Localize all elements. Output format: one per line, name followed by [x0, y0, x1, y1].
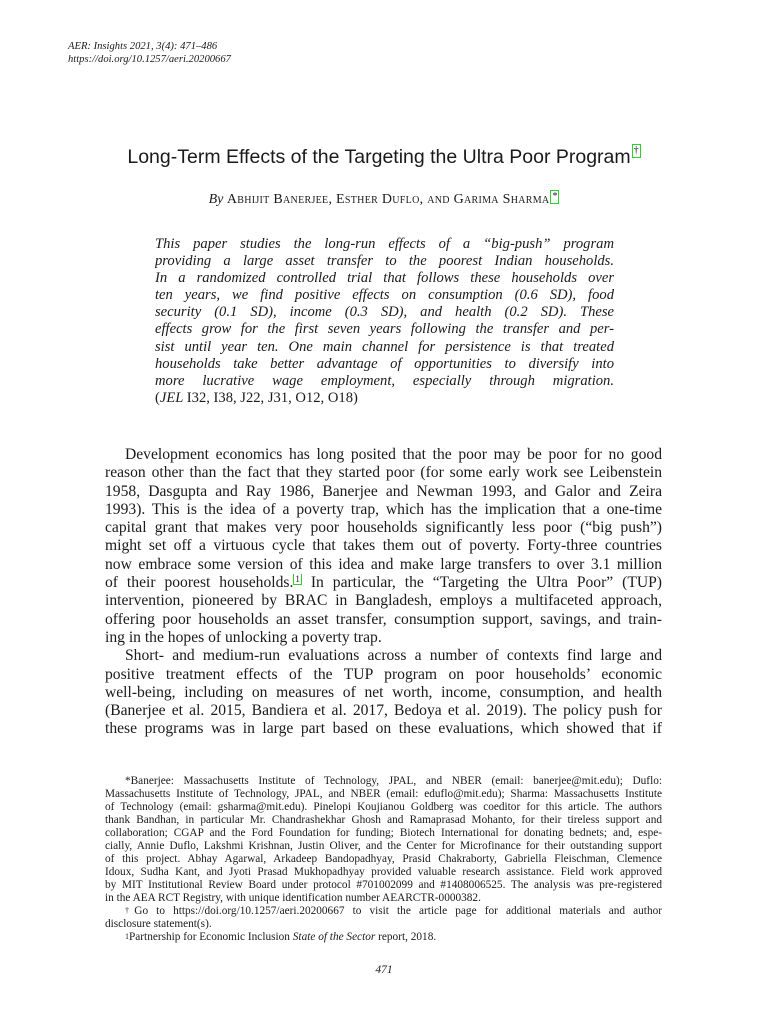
abstract-line: providing a large asset transfer to the poorest Indian households. [155, 253, 614, 270]
jel-codes: I32, I38, J22, J31, O12, O18) [186, 389, 358, 406]
abstract-line: ten years, we find positive effects on consumption (0.6 SD), food [155, 287, 614, 304]
abstract-line: In a randomized controlled trial that follows these households over [155, 270, 614, 287]
footnote-line: cially, Annie Duflo, Lakshmi Krishnan, Justin Oliver, and the Center for Microfinance for their outstanding support [105, 840, 662, 852]
body-line: capital grant that makes very poor households significantly less poor (“big push”) [105, 519, 662, 537]
footnote-line: Idoux, Sudha Kant, and Jyoti Prasad Mukhopadhyay provided valuable research assistance. Field work approved [105, 866, 662, 878]
footnote-1-text: Partnership for Economic Inclusion [129, 931, 293, 943]
footnote-line: by MIT Institutional Review Board under protocol #701002099 and #1408006525. The analysis was pre-registered [105, 879, 662, 891]
footnote-1-italic: State of the Sector [292, 931, 376, 943]
body-line: Development economics has long posited that the poor may be poor for no good [125, 446, 662, 463]
title-footnote-link[interactable]: † [633, 145, 639, 156]
body-line: 1958, Dasgupta and Ray 1986, Banerjee and Newman 1993, and Galor and Zeira [105, 482, 662, 500]
journal-citation: AER: Insights 2021, 3(4): 471–486 [68, 41, 218, 52]
journal-header [68, 40, 231, 66]
author-names: Abhijit Banerjee, Esther Duflo, and Garima Sharma [226, 192, 550, 207]
footnote-line: of Technology (email: gsharma@mit.edu). Pinelopi Koujianou Goldberg was coeditor for this article. The authors [105, 801, 662, 813]
body-line: 1993). This is the idea of a poverty trap, which has the implication that a one-time [105, 500, 662, 518]
body-line: offering poor households an asset transfer, consumption support, savings, and train- [105, 610, 662, 628]
body-line: well-being, including on measures of net worth, income, consumption, and health [105, 683, 662, 701]
paper-title-text: Long-Term Effects of the Targeting the Ultra Poor Program [127, 146, 631, 168]
author-footnote-link[interactable]: * [552, 191, 558, 202]
footnote-dagger-line [105, 905, 662, 918]
abstract-line: effects grow for the first seven years following the transfer and per- [155, 321, 614, 338]
abstract-line: This paper studies the long-run effects of a “big-push” program [155, 236, 614, 252]
abstract-jel-line: (JEL I32, I38, J22, J31, O12, O18) [155, 389, 358, 406]
paper-title [0, 146, 768, 169]
author-by: By [208, 192, 224, 207]
body-line: these programs was in large part based on these evaluations, which showed that if [105, 720, 662, 738]
footnote-line: *Banerjee: Massachusetts Institute of Technology, JPAL, and NBER (email: banerjee@mit.edu); Duflo: [125, 775, 662, 787]
body-line: ing in the hopes of unlocking a poverty trap. [105, 628, 382, 646]
footnote-line: in the AEA RCT Registry, with unique identification number AEARCTR-0000382. [105, 892, 481, 904]
footnote-line: of this project. Abhay Agarwal, Arkadeep Bandopadhyay, Prasid Chakraborty, Gabriella Fleischman, Clemence [105, 853, 662, 865]
body-line: positive treatment effects of the TUP program on poor households’ economic [105, 665, 662, 683]
footnote-line: Massachusetts Institute of Technology, JPAL, and NBER (email: eduflo@mit.edu); Sharma: Massachusetts Institute [105, 788, 662, 800]
body-text-fragment: In particular, the “Targeting the Ultra Poor” (TUP) [301, 574, 662, 592]
body-line: Short- and medium-run evaluations across a number of contexts find large and [125, 647, 662, 665]
abstract [155, 236, 614, 407]
footnote-dagger-mark: † [125, 906, 135, 915]
footnote-line: collaboration; CGAP and the Ford Foundation for funding; Biotech International for donating bednets; and, espe- [105, 827, 662, 839]
journal-doi[interactable]: https://doi.org/10.1257/aeri.20200667 [68, 54, 231, 65]
footnote-line: thank Bandhan, in particular Mr. Chandrashekhar Ghosh and Ramaprasad Mohanto, for their tireless support and [105, 814, 662, 826]
body-line: reason other than the fact that they started poor (for some early work see Leibenstein [105, 464, 662, 482]
footnote-line: disclosure statement(s). [105, 918, 212, 930]
body-text-fragment: of their poorest households. [105, 574, 294, 592]
abstract-line: more lucrative wage employment, especially through migration. [155, 372, 614, 389]
footnote-dagger-text: Go to https://doi.org/10.1257/aeri.20200667 to visit the article page for additional materials and author [134, 905, 662, 917]
footnotes [105, 775, 662, 944]
jel-label: JEL [159, 389, 184, 406]
body-line: (Banerjee et al. 2015, Bandiera et al. 2017, Bedoya et al. 2019). The policy push for [105, 702, 662, 720]
abstract-line: sist until year ten. One main channel for persistence is that treated [155, 338, 614, 355]
body-line: now embrace some version of this idea and make large transfers to over 3.1 million [105, 555, 662, 573]
abstract-line: security (0.1 SD), income (0.3 SD), and health (0.2 SD). These [155, 304, 614, 321]
page-number: 471 [375, 964, 393, 976]
footnote-1-text-end: report, 2018. [375, 931, 437, 943]
footnote-1-link[interactable]: 1 [295, 574, 300, 585]
body-line: might set off a virtuous cycle that takes them out of poverty. Forty-three countries [105, 537, 662, 555]
abstract-line: households take better advantage of opportunities to diversify into [155, 355, 614, 372]
author-line [0, 192, 768, 208]
footnote-1-line [105, 931, 662, 944]
body-line: intervention, pioneered by BRAC in Bangladesh, employs a multifaceted approach, [105, 592, 662, 610]
footnote-1-mark: 1 [125, 932, 129, 941]
body-line-with-footnote [105, 574, 662, 592]
body-text [105, 446, 662, 739]
